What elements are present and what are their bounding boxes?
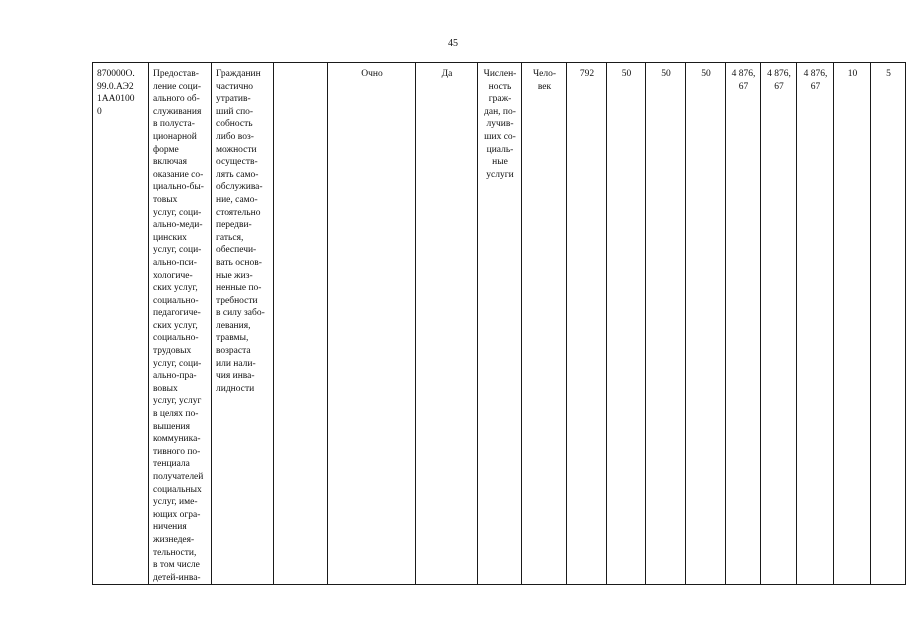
price-year-2-cell: 4 876, 67 [761,63,797,585]
table-row [93,63,906,585]
services-table [92,62,906,585]
empty-cell [274,63,328,585]
value-year-3-cell: 50 [686,63,726,585]
price-year-1-cell: 4 876, 67 [726,63,761,585]
service-code-cell: 870000О. 99.0.АЭ2 1АА0100 0 [93,63,149,585]
indicator-name-cell: Числен- ность граж- дан, по- лучив- ших со- циаль- ные услуги [478,63,522,585]
price-year-3-cell: 4 876, 67 [797,63,834,585]
deviation-absolute-cell: 5 [871,63,906,585]
service-name-cell: Предостав- ление соци- ального об- служивания в полуста- ционарной форме включая оказание со- циально-бы- товых услуг, соци- ально-меди- цинских услуг, соци- ально-пси- хологиче- ских услуг, социально- педагогиче- ских услуг, социально- трудовых услуг, соци- ально-пра- вовых услуг, услуг в целях по- вышения коммуника- тивного по- тенциала получателей социальных услуг, име- ющих огра- ничения жизнедея- тельности, в том числе детей-инва- [149,63,212,585]
recipient-category-cell: Гражданин частично утратив- ший спо- собность либо воз- можности осуществ- лять само- обслужива- ние, само- стоятельно передви- гаться, обеспечи- вать основ- ные жиз- ненные по- требности в силу забо- левания, травмы, возраста или нали- чия инва- лидности [212,63,274,585]
service-form-cell: Очно [328,63,416,585]
okei-code-cell: 792 [567,63,607,585]
value-year-1-cell: 50 [607,63,646,585]
deviation-percent-cell: 10 [834,63,871,585]
value-year-2-cell: 50 [646,63,686,585]
flag-cell: Да [416,63,478,585]
page-number: 45 [448,38,458,49]
unit-name-cell: Чело- век [522,63,567,585]
